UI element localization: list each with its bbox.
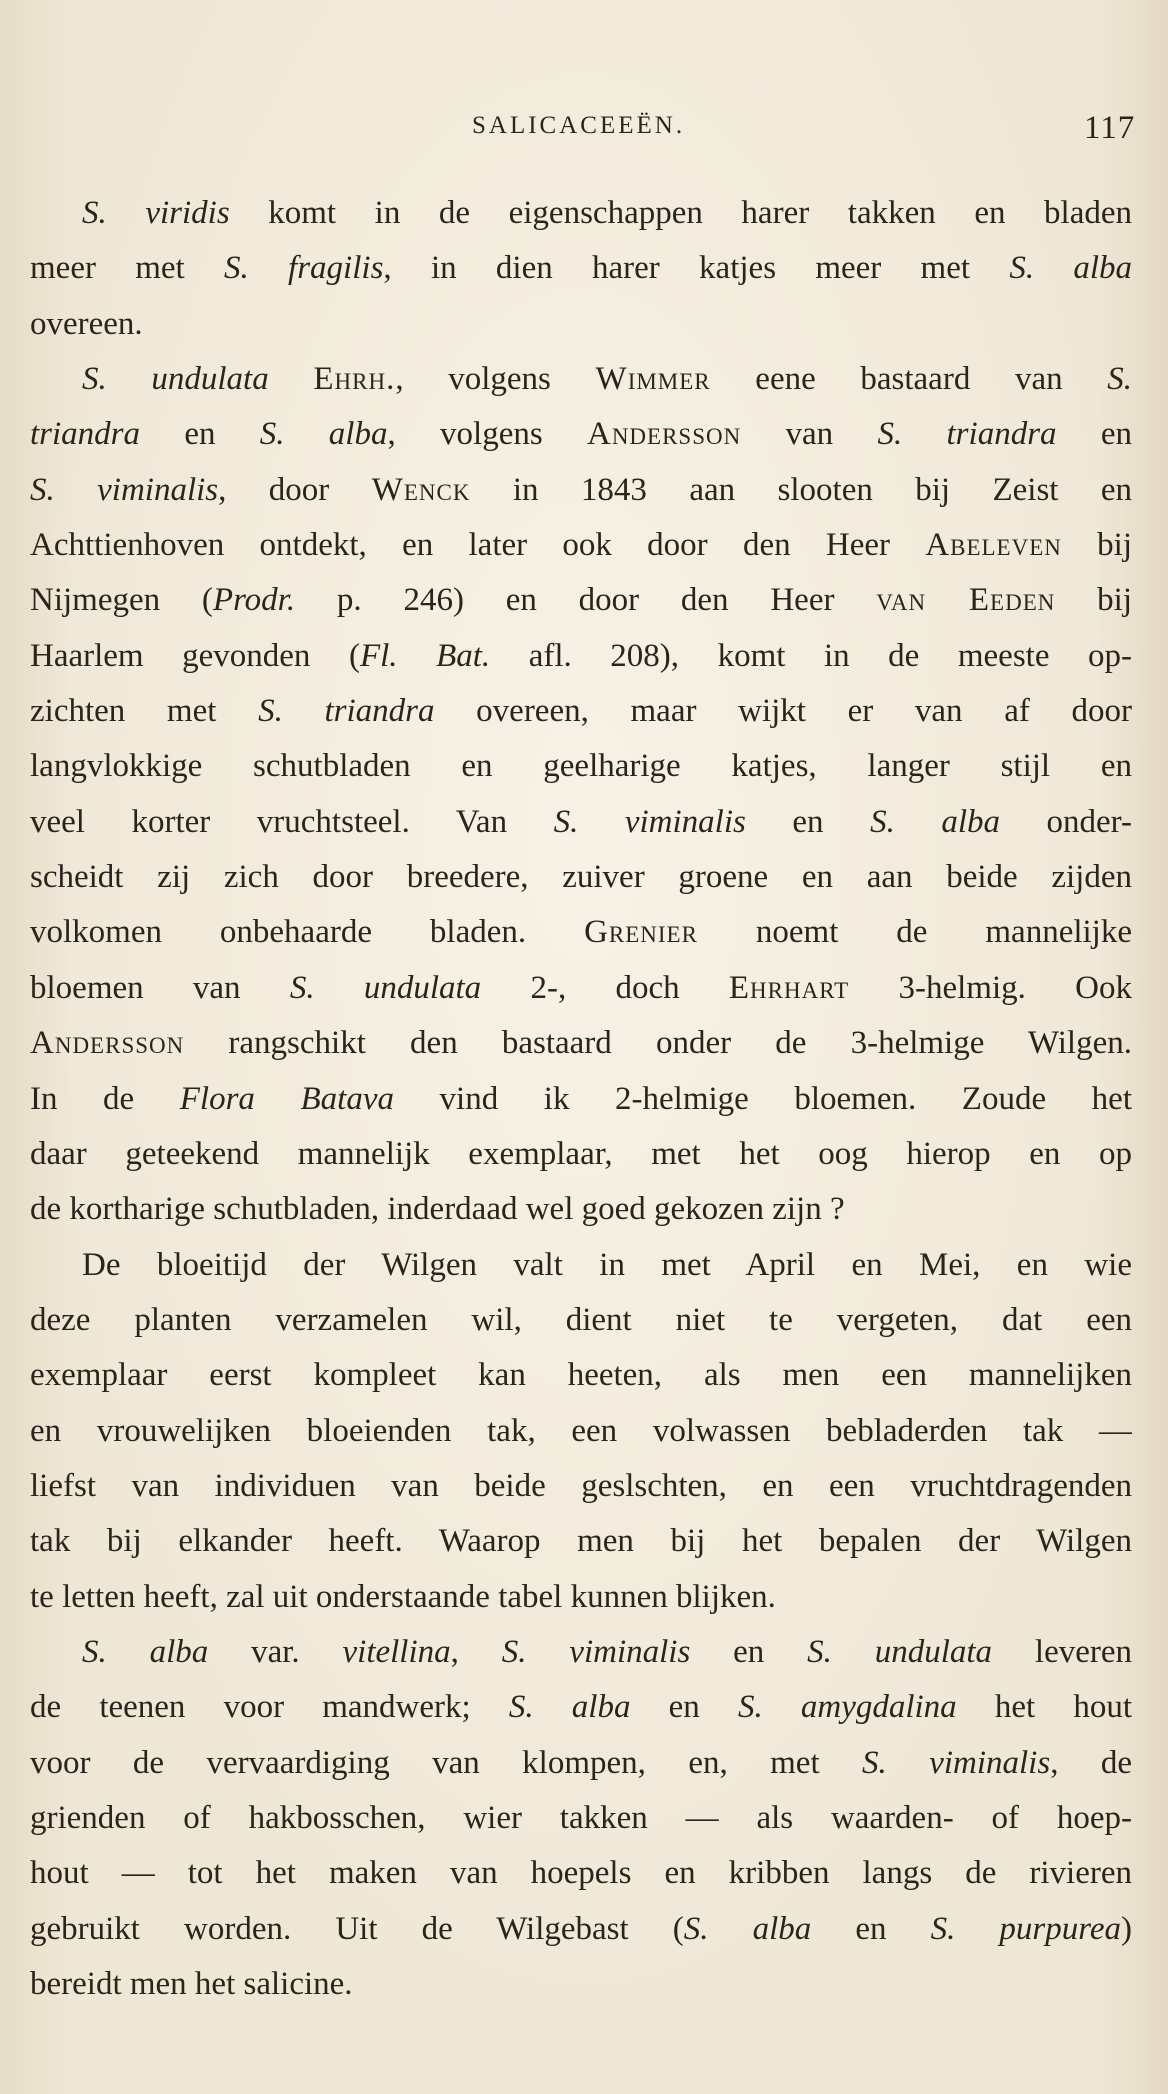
italic-text: S. alba (508, 1689, 631, 1726)
text-line (30, 739, 1132, 794)
text-line (30, 905, 1132, 960)
text-segment: vind ik 2-helmige bloemen. Zoude het (393, 1080, 1132, 1117)
italic-text: S. undulata (289, 969, 482, 1006)
small-caps-name: Wenck (371, 471, 471, 508)
italic-text: S. undulata (82, 361, 269, 398)
text-line (30, 573, 1132, 628)
text-line (30, 1182, 1132, 1237)
text-segment: , volgens (387, 416, 587, 453)
text-segment: , door (218, 471, 372, 508)
italic-text: S. viminalis (30, 471, 219, 508)
page-number: 117 (1084, 110, 1136, 146)
text-segment: komt in de eigenschappen harer takken en bladen (229, 195, 1132, 231)
text-line (30, 297, 1132, 352)
text-segment: Haarlem gevonden ( (30, 637, 360, 674)
italic-text: S. (1107, 361, 1132, 398)
text-segment: te letten heeft, zal uit onderstaande tabel kunnen blijken. (30, 1578, 776, 1615)
text-segment: De bloeitijd der Wilgen valt in met April en Mei, en wie (82, 1246, 1132, 1283)
text-segment: volkomen onbehaarde bladen. (30, 914, 585, 951)
text-segment: afl. 208), komt in de meeste op- (490, 637, 1132, 674)
italic-text: S. triandra (877, 416, 1057, 453)
text-line (30, 1902, 1132, 1957)
text-segment: en (140, 416, 260, 453)
italic-text: S. alba (1009, 250, 1132, 287)
italic-text: S. viminalis (862, 1744, 1051, 1781)
italic-text: S. alba (870, 803, 1001, 840)
text-segment: , de (1050, 1744, 1132, 1781)
text-segment: deze planten verzamelen wil, dient niet te vergeten, dat een (30, 1301, 1132, 1338)
italic-text: S. alba (82, 1633, 209, 1670)
italic-text: S. alba (683, 1910, 812, 1947)
text-segment (269, 361, 314, 397)
text-segment: Nijmegen ( (30, 582, 213, 619)
text-line (30, 352, 1132, 407)
small-caps-name: Andersson (30, 1025, 185, 1062)
text-segment: en (630, 1689, 738, 1726)
italic-text: S. purpurea (930, 1910, 1121, 1947)
italic-text: S. viridis (82, 195, 230, 231)
text-segment: langvlokkige schutbladen en geelharige katjes, langer stijl en (30, 748, 1132, 785)
text-segment: zichten met (30, 693, 259, 730)
running-head: SALICACEEËN. (472, 112, 686, 139)
small-caps-name: Wimmer (595, 361, 711, 398)
text-segment: eene bastaard van (710, 361, 1108, 398)
italic-text: vitellina (342, 1633, 451, 1670)
italic-text: Flora Batava (179, 1080, 394, 1117)
text-segment: onder- (1000, 803, 1132, 840)
small-caps-name: Grenier (584, 914, 698, 951)
text-line (30, 1680, 1132, 1735)
text-line (30, 1846, 1132, 1901)
text-segment: grienden of hakbosschen, wier takken — als waarden- of hoep- (30, 1799, 1132, 1836)
text-line (30, 1514, 1132, 1569)
text-segment: bereidt men het salicine. (30, 1966, 353, 2002)
small-caps-name: Andersson (586, 416, 742, 453)
text-segment: het hout (956, 1689, 1132, 1726)
text-line (30, 407, 1132, 462)
text-segment: en (745, 803, 871, 840)
text-segment: voor de vervaardiging van klompen, en, met (30, 1744, 863, 1781)
text-line (30, 684, 1132, 739)
text-line (30, 1459, 1132, 1514)
text-segment: overeen. (30, 305, 143, 342)
italic-text: S. alba (259, 416, 388, 453)
text-line (30, 1016, 1132, 1071)
body-text (30, 186, 1132, 2012)
text-segment: scheidt zij zich door breedere, zuiver groene en aan beide zijden (30, 859, 1132, 896)
text-segment: overeen, maar wijkt er van af door (434, 693, 1132, 730)
text-segment: bij (1061, 527, 1132, 564)
text-segment: leveren (992, 1633, 1132, 1670)
small-caps-name: Abeleven (925, 527, 1062, 564)
text-line (30, 1127, 1132, 1182)
text-segment: de teenen voor mandwerk; (30, 1689, 509, 1726)
text-segment: liefst van individuen van beide geslschten, en een vruchtdragenden (30, 1467, 1132, 1504)
text-segment: daar geteekend mannelijk exemplaar, met het oog hierop en op (30, 1135, 1132, 1172)
text-segment: 2-, doch (481, 969, 729, 1006)
text-segment: hout — tot het maken van hoepels en kribben langs de rivieren (30, 1855, 1132, 1892)
text-line (30, 1736, 1132, 1791)
italic-text: Fl. Bat. (359, 637, 491, 674)
text-line (30, 1293, 1132, 1348)
text-line (30, 1348, 1132, 1403)
text-line (30, 518, 1132, 573)
italic-text: S. viminalis (553, 803, 746, 840)
text-line (30, 1072, 1132, 1127)
text-line (30, 629, 1132, 684)
text-segment: exemplaar eerst kompleet kan heeten, als men een mannelijken (30, 1357, 1132, 1394)
text-line (30, 1791, 1132, 1846)
text-segment: In de (30, 1080, 180, 1117)
text-line (30, 1238, 1132, 1293)
small-caps-name: Ehrhart (728, 969, 850, 1006)
text-line (30, 850, 1132, 905)
text-segment: , (450, 1633, 502, 1670)
text-line (30, 241, 1132, 296)
text-segment: , in dien harer katjes meer met (383, 250, 1010, 287)
text-segment: in 1843 aan slooten bij Zeist en (470, 471, 1132, 508)
text-line (30, 1625, 1132, 1680)
small-caps-name: Ehrh. (313, 361, 396, 398)
text-segment: van (741, 416, 878, 453)
text-segment: ) (1121, 1910, 1132, 1947)
text-line (30, 795, 1132, 850)
text-segment: veel korter vruchtsteel. Van (30, 803, 554, 840)
text-segment: en (690, 1633, 808, 1670)
small-caps-name: van Eeden (876, 582, 1056, 619)
italic-text: S. amygdalina (737, 1689, 957, 1726)
text-segment: 3-helmig. Ook (849, 969, 1132, 1006)
text-line (30, 1957, 1132, 2012)
text-segment: p. 246) en door den Heer (295, 582, 877, 619)
italic-text: S. triandra (258, 693, 435, 730)
text-segment: en (811, 1910, 931, 1947)
text-segment: en (1056, 416, 1132, 453)
text-segment: var. (208, 1633, 343, 1670)
italic-text: S. viminalis (501, 1633, 691, 1670)
text-line (30, 1404, 1132, 1459)
text-segment: bij (1055, 582, 1132, 619)
text-line (30, 961, 1132, 1016)
text-segment: en vrouwelijken bloeienden tak, een volwassen bebladerden tak — (30, 1412, 1132, 1449)
text-segment: gebruikt worden. Uit de Wilgebast ( (30, 1910, 684, 1947)
text-segment: de kortharige schutbladen, inderdaad wel goed gekozen zijn ? (30, 1191, 845, 1228)
text-line (30, 463, 1132, 518)
text-segment: , volgens (395, 361, 596, 398)
text-line (30, 186, 1132, 241)
italic-text: Prodr. (212, 582, 296, 619)
text-segment: meer met (30, 250, 225, 287)
italic-text: triandra (30, 416, 141, 453)
text-segment: rangschikt den bastaard onder de 3-helmige Wilgen. (184, 1025, 1132, 1062)
italic-text: S. fragilis (224, 250, 384, 287)
text-segment: noemt de mannelijke (697, 914, 1132, 951)
text-segment: Achttienhoven ontdekt, en later ook door den Heer (30, 527, 926, 564)
text-line (30, 1570, 1132, 1625)
text-segment: tak bij elkander heeft. Waarop men bij het bepalen der Wilgen (30, 1523, 1132, 1560)
italic-text: S. undulata (807, 1633, 993, 1670)
text-segment: bloemen van (30, 969, 290, 1006)
